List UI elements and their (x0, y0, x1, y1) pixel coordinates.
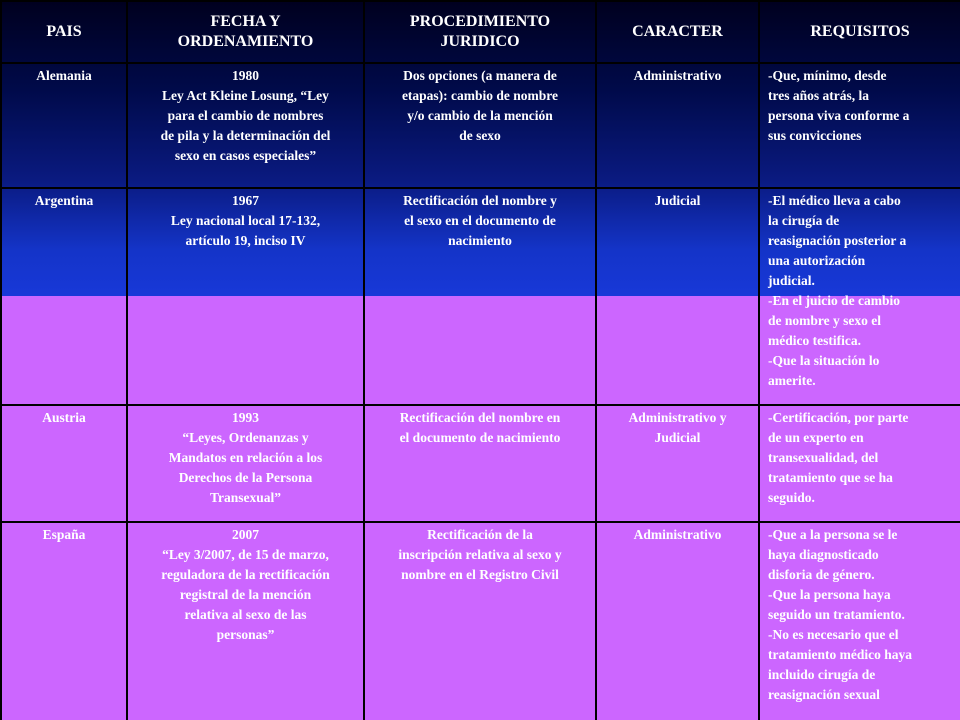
table-body (1, 63, 960, 720)
fecha-year: 1967 (232, 193, 259, 208)
procedimiento-line: etapas): cambio de nombre (401, 88, 559, 103)
requisito-line: amerite. (768, 373, 816, 388)
procedimiento-line: nombre en el Registro Civil (401, 567, 559, 582)
fecha-year: 2007 (232, 527, 259, 542)
fecha-line: sexo en casos especiales” (174, 148, 317, 163)
caracter-line: Judicial (654, 430, 701, 445)
cell-fecha (127, 405, 364, 522)
caracter-block (603, 189, 752, 211)
procedimiento-block (371, 64, 589, 146)
cell-requisitos (759, 63, 960, 188)
fecha-line: Transexual” (209, 490, 281, 505)
requisito-line: de un experto en (768, 430, 864, 445)
cell-pais (1, 405, 127, 522)
pais-text: Argentina (34, 193, 94, 208)
pais-text: España (42, 527, 86, 542)
cell-fecha (127, 63, 364, 188)
requisito-line: médico testifica. (768, 333, 861, 348)
requisito-line: tres años atrás, la (768, 88, 869, 103)
requisito-line: -Que a la persona se le (768, 527, 898, 542)
cell-caracter (596, 63, 759, 188)
fecha-block (134, 64, 357, 166)
procedimiento-block (371, 189, 589, 251)
fecha-line: Mandatos en relación a los (168, 450, 323, 465)
procedimiento-line: Dos opciones (a manera de (403, 68, 557, 83)
fecha-line: Ley nacional local 17-132, (170, 213, 321, 228)
fecha-line: reguladora de la rectificación (161, 567, 330, 582)
procedimiento-line: el sexo en el documento de (404, 213, 556, 228)
caracter-line: Administrativo (633, 527, 722, 542)
pais-text: Alemania (36, 68, 92, 83)
header-fecha-line: ORDENAMIENTO (177, 33, 314, 50)
requisitos-block (768, 64, 956, 146)
procedimiento-block (371, 523, 589, 585)
requisito-line: tratamiento médico haya (768, 647, 912, 662)
table-header (1, 1, 960, 63)
caracter-block (603, 406, 752, 448)
requisito-line: -El médico lleva a cabo (768, 193, 901, 208)
requisito-line: judicial. (768, 273, 815, 288)
header-caracter (596, 1, 759, 63)
fecha-block (134, 523, 357, 645)
header-procedimiento-line: JURIDICO (440, 33, 520, 50)
cell-pais (1, 188, 127, 405)
header-procedimiento (364, 1, 596, 63)
header-requisitos (759, 1, 960, 63)
procedimiento-line: y/o cambio de la mención (407, 108, 553, 123)
procedimiento-line: Rectificación del nombre en (399, 410, 561, 425)
requisitos-block (768, 523, 956, 705)
pais-text: Austria (42, 410, 86, 425)
cell-procedimiento (364, 405, 596, 522)
cell-requisitos (759, 405, 960, 522)
requisito-line: tratamiento que se ha (768, 470, 893, 485)
fecha-line: Derechos de la Persona (178, 470, 313, 485)
header-fecha-line: FECHA Y (210, 13, 281, 30)
caracter-block (603, 523, 752, 545)
cell-pais (1, 522, 127, 720)
requisito-line: la cirugía de (768, 213, 840, 228)
requisito-line: haya diagnosticado (768, 547, 879, 562)
procedimiento-line: de sexo (459, 128, 501, 143)
procedimiento-line: Rectificación del nombre y (403, 193, 557, 208)
requisito-line: -Que la situación lo (768, 353, 880, 368)
cell-pais (1, 63, 127, 188)
procedimiento-line: Rectificación de la (427, 527, 533, 542)
fecha-line: registral de la mención (179, 587, 312, 602)
procedimiento-block (371, 406, 589, 448)
table-row (1, 405, 960, 522)
fecha-line: relativa al sexo de las (184, 607, 307, 622)
fecha-line: “Ley 3/2007, de 15 de marzo, (162, 547, 329, 562)
requisito-line: reasignación posterior a (768, 233, 907, 248)
fecha-line: de pila y la determinación del (160, 128, 331, 143)
cell-requisitos (759, 522, 960, 720)
cell-caracter (596, 522, 759, 720)
requisito-line: persona viva conforme a (768, 108, 910, 123)
caracter-line: Administrativo (633, 68, 722, 83)
fecha-year: 1980 (232, 68, 259, 83)
fecha-line: para el cambio de nombres (167, 108, 324, 123)
requisitos-block (768, 189, 956, 391)
requisito-line: -Que la persona haya (768, 587, 891, 602)
fecha-line: Ley Act Kleine Losung, “Ley (162, 88, 329, 103)
cell-fecha (127, 522, 364, 720)
fecha-block (134, 406, 357, 508)
header-caracter-label: CARACTER (632, 23, 723, 40)
fecha-block (134, 189, 357, 251)
requisito-line: -Que, mínimo, desde (768, 68, 887, 83)
header-requisitos-label: REQUISITOS (810, 23, 910, 40)
caracter-block (603, 64, 752, 86)
header-fecha (127, 1, 364, 63)
requisito-line: de nombre y sexo el (768, 313, 881, 328)
requisito-line: sus convicciones (768, 128, 862, 143)
table-row (1, 63, 960, 188)
fecha-line: “Leyes, Ordenanzas y (182, 430, 309, 445)
fecha-line: artículo 19, inciso IV (185, 233, 306, 248)
header-pais-label: PAIS (46, 23, 82, 40)
cell-caracter (596, 188, 759, 405)
requisito-line: seguido. (768, 490, 815, 505)
cell-procedimiento (364, 188, 596, 405)
requisito-line: disforia de género. (768, 567, 875, 582)
fecha-year: 1993 (232, 410, 259, 425)
procedimiento-line: nacimiento (448, 233, 512, 248)
requisito-line: reasignación sexual (768, 687, 880, 702)
header-row (1, 1, 960, 63)
cell-fecha (127, 188, 364, 405)
cell-requisitos (759, 188, 960, 405)
requisito-line: -Certificación, por parte (768, 410, 909, 425)
header-pais (1, 1, 127, 63)
requisito-line: incluido cirugía de (768, 667, 876, 682)
requisito-line: una autorización (768, 253, 866, 268)
cell-caracter (596, 405, 759, 522)
table-row (1, 522, 960, 720)
cell-procedimiento (364, 63, 596, 188)
procedimiento-line: el documento de nacimiento (399, 430, 561, 445)
requisito-line: -En el juicio de cambio (768, 293, 900, 308)
procedimiento-line: inscripción relativa al sexo y (398, 547, 562, 562)
table-row (1, 188, 960, 405)
requisito-line: -No es necesario que el (768, 627, 899, 642)
requisito-line: seguido un tratamiento. (768, 607, 905, 622)
cell-procedimiento (364, 522, 596, 720)
header-procedimiento-line: PROCEDIMIENTO (409, 13, 551, 30)
caracter-line: Administrativo y (628, 410, 727, 425)
requisitos-block (768, 406, 956, 508)
requisito-line: transexualidad, del (768, 450, 879, 465)
caracter-line: Judicial (654, 193, 701, 208)
fecha-line: personas” (216, 627, 275, 642)
